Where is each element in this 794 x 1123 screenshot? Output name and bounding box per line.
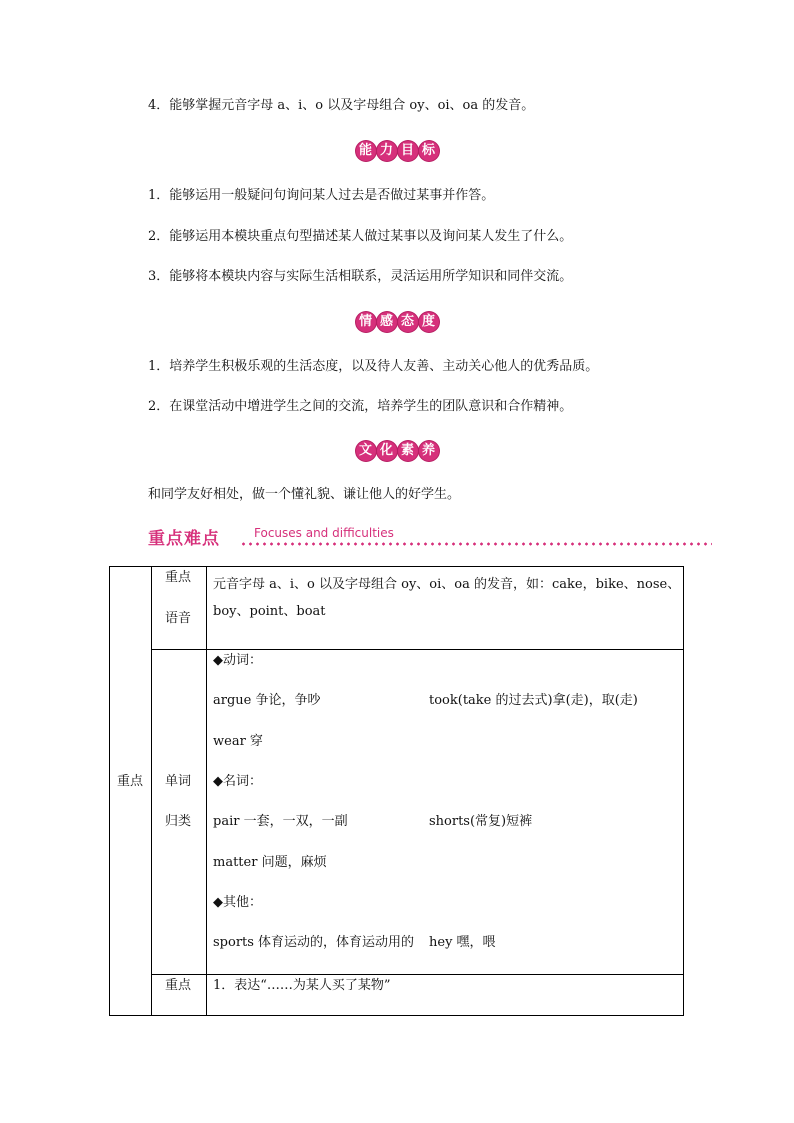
row-divider (151, 649, 683, 650)
badge-char: 能 (356, 141, 376, 161)
verb-heading: ◆动词： (213, 653, 262, 668)
row1-line-1: 元音字母 a、i、o 以及字母组合 oy、oi、oa 的发音，如：cake，bike、nose、 (213, 577, 681, 592)
row3-line-1: 1．表达“……为某人买了某物” (213, 978, 391, 993)
noun-heading: ◆名词： (213, 774, 262, 789)
ability-item-2: 2．能够运用本模块重点句型描述某人做过某事以及询问某人发生了什么。 (148, 229, 573, 244)
badge-char: 标 (419, 141, 439, 161)
emotion-item-1: 1．培养学生积极乐观的生活态度，以及待人友善、主动关心他人的优秀品质。 (148, 359, 599, 374)
row2-label-1: 单词 (165, 774, 192, 789)
other-heading: ◆其他： (213, 895, 262, 910)
ability-item-3: 3．能够将本模块内容与实际生活相联系，灵活运用所学知识和同伴交流。 (148, 269, 573, 284)
ability-badge (0, 141, 794, 161)
badge-char: 目 (398, 141, 418, 161)
dotted-rule (240, 542, 712, 546)
row-divider (151, 974, 683, 975)
verb-entry: wear 穿 (213, 734, 263, 749)
emotion-badge (0, 312, 794, 332)
section-title-en: Focuses and difficulties (254, 526, 394, 540)
badge-char: 态 (398, 312, 418, 332)
noun-entry: pair 一套，一双，一副 (213, 814, 348, 829)
row1-line-2: boy、point、boat (213, 604, 326, 619)
noun-entry: matter 问题，麻烦 (213, 855, 327, 870)
ability-item-1: 1．能够运用一般疑问句询问某人过去是否做过某事并作答。 (148, 188, 495, 203)
badge-char: 化 (377, 441, 397, 461)
col-divider (206, 567, 207, 1015)
row1-label-1: 重点 (165, 570, 192, 585)
noun-entry: shorts(常复)短裤 (429, 814, 533, 829)
culture-badge (0, 441, 794, 461)
goal-line-4: 4．能够掌握元音字母 a、i、o 以及字母组合 oy、oi、oa 的发音。 (148, 98, 535, 113)
badge-char: 文 (356, 441, 376, 461)
badge-char: 度 (419, 312, 439, 332)
row2-label-2: 归类 (165, 814, 192, 829)
other-entry: hey 嘿，喂 (429, 935, 496, 950)
other-entry: sports 体育运动的，体育运动用的 (213, 935, 415, 950)
section-title-cn: 重点难点 (148, 529, 220, 549)
emotion-item-2: 2．在课堂活动中增进学生之间的交流，培养学生的团队意识和合作精神。 (148, 399, 573, 414)
row1-label-2: 语音 (165, 611, 192, 626)
badge-char: 情 (356, 312, 376, 332)
culture-text: 和同学友好相处，做一个懂礼貌、谦让他人的好学生。 (148, 487, 461, 502)
badge-char: 养 (419, 441, 439, 461)
badge-char: 素 (398, 441, 418, 461)
verb-entry: argue 争论，争吵 (213, 693, 321, 708)
badge-char: 力 (377, 141, 397, 161)
section-header (148, 524, 714, 550)
focus-table (109, 566, 684, 1016)
verb-entry: took(take 的过去式)拿(走)，取(走) (429, 693, 638, 708)
row3-label-1: 重点 (165, 978, 192, 993)
col-divider (151, 567, 152, 1015)
main-label: 重点 (117, 774, 144, 789)
badge-char: 感 (377, 312, 397, 332)
